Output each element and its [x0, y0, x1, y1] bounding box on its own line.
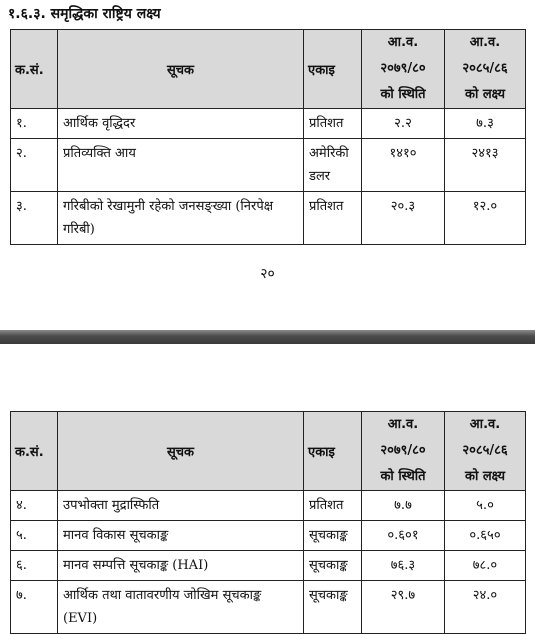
- table-row: [11, 551, 526, 581]
- row-target: ०.६५०: [445, 521, 526, 551]
- row-target: २४१३: [445, 139, 526, 192]
- section-title: १.६.३. समृद्धिका राष्ट्रिय लक्ष्य: [8, 6, 161, 22]
- header-serial: क.सं.: [11, 412, 58, 491]
- row-indicator: मानव विकास सूचकाङ्क: [58, 521, 304, 551]
- row-status: २०.३: [362, 192, 445, 245]
- row-unit: प्रतिशत: [304, 192, 362, 245]
- header-status-line2: २०७९/८०: [380, 61, 426, 76]
- header-status-line3: को स्थिति: [380, 87, 426, 102]
- row-status: २.२: [362, 109, 445, 139]
- indicator-table-bottom: [10, 411, 526, 634]
- row-unit: सूचकाङ्क: [304, 551, 362, 581]
- header-indicator: सूचक: [58, 412, 304, 491]
- row-serial: ५.: [11, 521, 58, 551]
- indicator-table-top: [10, 29, 526, 245]
- page-divider: [0, 330, 535, 344]
- header-status: [362, 30, 445, 109]
- row-unit: प्रतिशत: [304, 109, 362, 139]
- row-indicator: गरिबीको रेखामुनी रहेको जनसङ्ख्या (निरपेक्ष गरिबी): [58, 192, 304, 245]
- header-unit: एकाइ: [304, 30, 362, 109]
- header-target-line2: २०८५/८६: [462, 61, 508, 76]
- header-target-line1: आ.व.: [469, 35, 501, 50]
- row-unit: सूचकाङ्क: [304, 581, 362, 634]
- table-row: [11, 139, 526, 192]
- row-serial: ३.: [11, 192, 58, 245]
- row-status: ७.७: [362, 491, 445, 521]
- row-status: ०.६०१: [362, 521, 445, 551]
- row-target: ५.०: [445, 491, 526, 521]
- table-header-row: [11, 412, 526, 491]
- row-target: ७.३: [445, 109, 526, 139]
- table-row: [11, 521, 526, 551]
- header-target: [445, 30, 526, 109]
- header-target-line3: को लक्ष्य: [464, 469, 506, 484]
- header-target: [445, 412, 526, 491]
- header-target-line1: आ.व.: [469, 417, 501, 432]
- table-row: [11, 581, 526, 634]
- row-serial: ४.: [11, 491, 58, 521]
- row-indicator: मानव सम्पत्ति सूचकाङ्क (HAI): [58, 551, 304, 581]
- row-status: १४१०: [362, 139, 445, 192]
- row-indicator: आर्थिक वृद्धिदर: [58, 109, 304, 139]
- table-row: [11, 109, 526, 139]
- row-status: ७६.३: [362, 551, 445, 581]
- row-serial: ६.: [11, 551, 58, 581]
- page-lower: [0, 344, 535, 634]
- row-target: १२.०: [445, 192, 526, 245]
- row-serial: १.: [11, 109, 58, 139]
- page-number: २०: [260, 266, 275, 282]
- header-status-line1: आ.व.: [387, 417, 419, 432]
- table-row: [11, 491, 526, 521]
- table-header-row: [11, 30, 526, 109]
- row-serial: २.: [11, 139, 58, 192]
- row-target: ७८.०: [445, 551, 526, 581]
- header-serial: क.सं.: [11, 30, 58, 109]
- table-row: [11, 192, 526, 245]
- row-target: २४.०: [445, 581, 526, 634]
- header-status-line1: आ.व.: [387, 35, 419, 50]
- header-indicator: सूचक: [58, 30, 304, 109]
- row-unit: सूचकाङ्क: [304, 521, 362, 551]
- header-status-line3: को स्थिति: [380, 469, 426, 484]
- row-indicator: प्रतिव्यक्ति आय: [58, 139, 304, 192]
- header-unit: एकाइ: [304, 412, 362, 491]
- row-status: २९.७: [362, 581, 445, 634]
- header-status: [362, 412, 445, 491]
- row-serial: ७.: [11, 581, 58, 634]
- header-status-line2: २०७९/८०: [380, 443, 426, 458]
- header-target-line2: २०८५/८६: [462, 443, 508, 458]
- row-unit: अमेरिकी डलर: [304, 139, 362, 192]
- row-unit: प्रतिशत: [304, 491, 362, 521]
- row-indicator: उपभोक्ता मुद्रास्फिति: [58, 491, 304, 521]
- header-target-line3: को लक्ष्य: [464, 87, 506, 102]
- row-indicator: आर्थिक तथा वातावरणीय जोखिम सूचकाङ्क (EVI): [58, 581, 304, 634]
